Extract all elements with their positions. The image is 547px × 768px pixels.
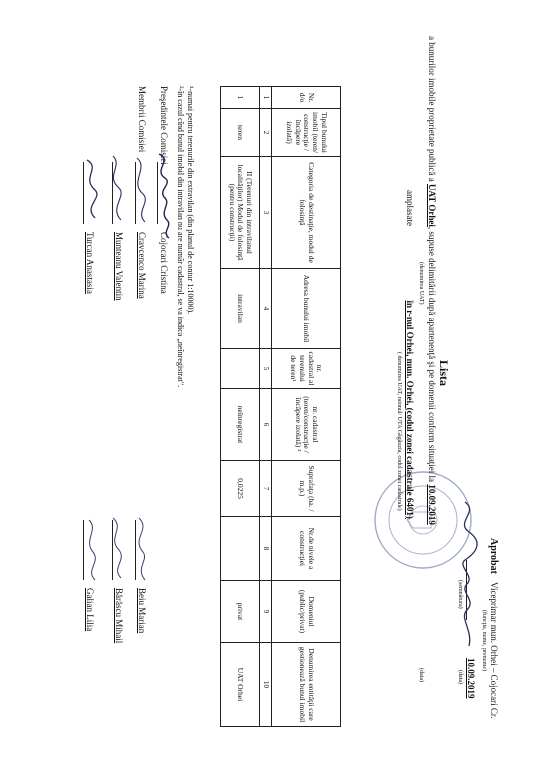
intro-date-caption: (data) — [418, 668, 424, 682]
cell-cadastral-no — [221, 349, 260, 389]
footnote-1: ¹-numai pentru terenurile din extravilan (din planul de contur 1:10000). — [186, 86, 195, 315]
intro-part2: , supuse delimitării după apartenenţă şi pe domenii conform situaţiei la — [427, 226, 437, 483]
location-caption: ( denumirea UAT, raionul/ UTA Găgăuzia, codul zonei cadastrale) — [396, 352, 402, 511]
col-number: 1 — [260, 87, 272, 109]
col-header-nr: Nr. d/o — [272, 87, 341, 109]
approved-signer-hint: (funcţia, nume, prenume) — [481, 610, 487, 671]
cell-nr: 1 — [221, 87, 260, 109]
commission-president-name: Cojocari Cristina — [159, 232, 169, 294]
president-signature — [149, 150, 179, 240]
cell-area: 0,0225 — [221, 461, 260, 517]
col-number: 8 — [260, 517, 272, 581]
col-number: 3 — [260, 157, 272, 269]
commission-member-name: Bărăscu Mihail — [114, 588, 124, 644]
commission-president-label: Preşedintele Comisiei — [159, 86, 169, 165]
commission-members-label: Membrii Comisiei — [137, 86, 147, 153]
commission-member-name: Turcan Anastasia — [85, 232, 95, 294]
members-signatures-right — [75, 508, 153, 588]
cell-manager: UAT Orhei — [221, 643, 260, 727]
cell-type: teren — [221, 109, 260, 157]
col-header-address: Adresa bunului imobil — [272, 269, 341, 349]
col-number: 4 — [260, 269, 272, 349]
commission-member-name: Cravcenco Marina — [137, 232, 147, 299]
approval-signature — [453, 500, 483, 650]
intro-part1: a bunurilor imobile proprietate publică a — [427, 36, 437, 182]
col-header-manager: Denumirea entităţii care gestionează bunul imobil — [272, 643, 341, 727]
property-table — [220, 86, 341, 727]
col-header-domain: Domeniul (public/privat) — [272, 581, 341, 643]
cell-category: II (Terenuri din intravilanul localităţilor) Modul de folosinţă (pentru construcţii) — [221, 157, 260, 269]
approved-heading: Aprobat — [488, 538, 499, 574]
footnote-2: ²-în cazul cînd bunul imobil din intravilan nu are număr cadastral, se va indica „neînregistrat". — [176, 86, 185, 388]
intro-text — [427, 36, 437, 525]
approved-signature-caption: (semnătura) — [457, 580, 463, 609]
commission-member-name: Galian Lilia — [85, 588, 95, 632]
col-header-type: Tipul bunului imobil (teren/ construcţie /încăpere izolată) — [272, 109, 341, 157]
col-number: 6 — [260, 389, 272, 461]
commission-member-name: Beiu Marian — [137, 588, 147, 634]
location-value: în r-nul Orhei, mun. Orhei, (codul zonei cadastrale 6401) — [405, 300, 415, 519]
col-header-levels: Nr.de nivele a construcţiei — [272, 517, 341, 581]
location-text — [405, 190, 415, 519]
column-number-row — [260, 87, 272, 727]
doc-title: Lista — [437, 360, 451, 387]
cell-cadastral-nr: neînregistrat — [221, 389, 260, 461]
members-signatures-left — [75, 148, 153, 228]
col-header-category: Categoria de destinaţie, modul de folosinţă — [272, 157, 341, 269]
col-header-cadastral-no: nr. cadastral al terenului de teren¹ — [272, 349, 341, 389]
approved-signer-title: Viceprimar mun. Orhei – Cojocari Cr. — [489, 582, 499, 719]
col-header-cadastral-nr: nr. cadastral (teren/construcţie /încăpere izolată) ² — [272, 389, 341, 461]
location-label: amplasate — [405, 190, 415, 226]
col-header-area: Suprafaţa (ha. / m.p.) — [272, 461, 341, 517]
cell-domain: privat — [221, 581, 260, 643]
approved-date: 10.09.2019 — [466, 658, 476, 699]
col-number: 7 — [260, 461, 272, 517]
col-number: 2 — [260, 109, 272, 157]
intro-owner: UAT Orhei — [427, 183, 437, 227]
cell-address: intravilan — [221, 269, 260, 349]
cell-levels — [221, 517, 260, 581]
col-number: 5 — [260, 349, 272, 389]
commission-member-name: Munteanu Valentin — [114, 232, 124, 301]
owner-caption: (denumirea UAT) — [418, 262, 424, 305]
col-number: 9 — [260, 581, 272, 643]
approved-date-caption: (data) — [457, 670, 463, 684]
col-number: 10 — [260, 643, 272, 727]
table-row — [221, 87, 260, 727]
intro-date: 10.09.2019 — [427, 484, 437, 525]
